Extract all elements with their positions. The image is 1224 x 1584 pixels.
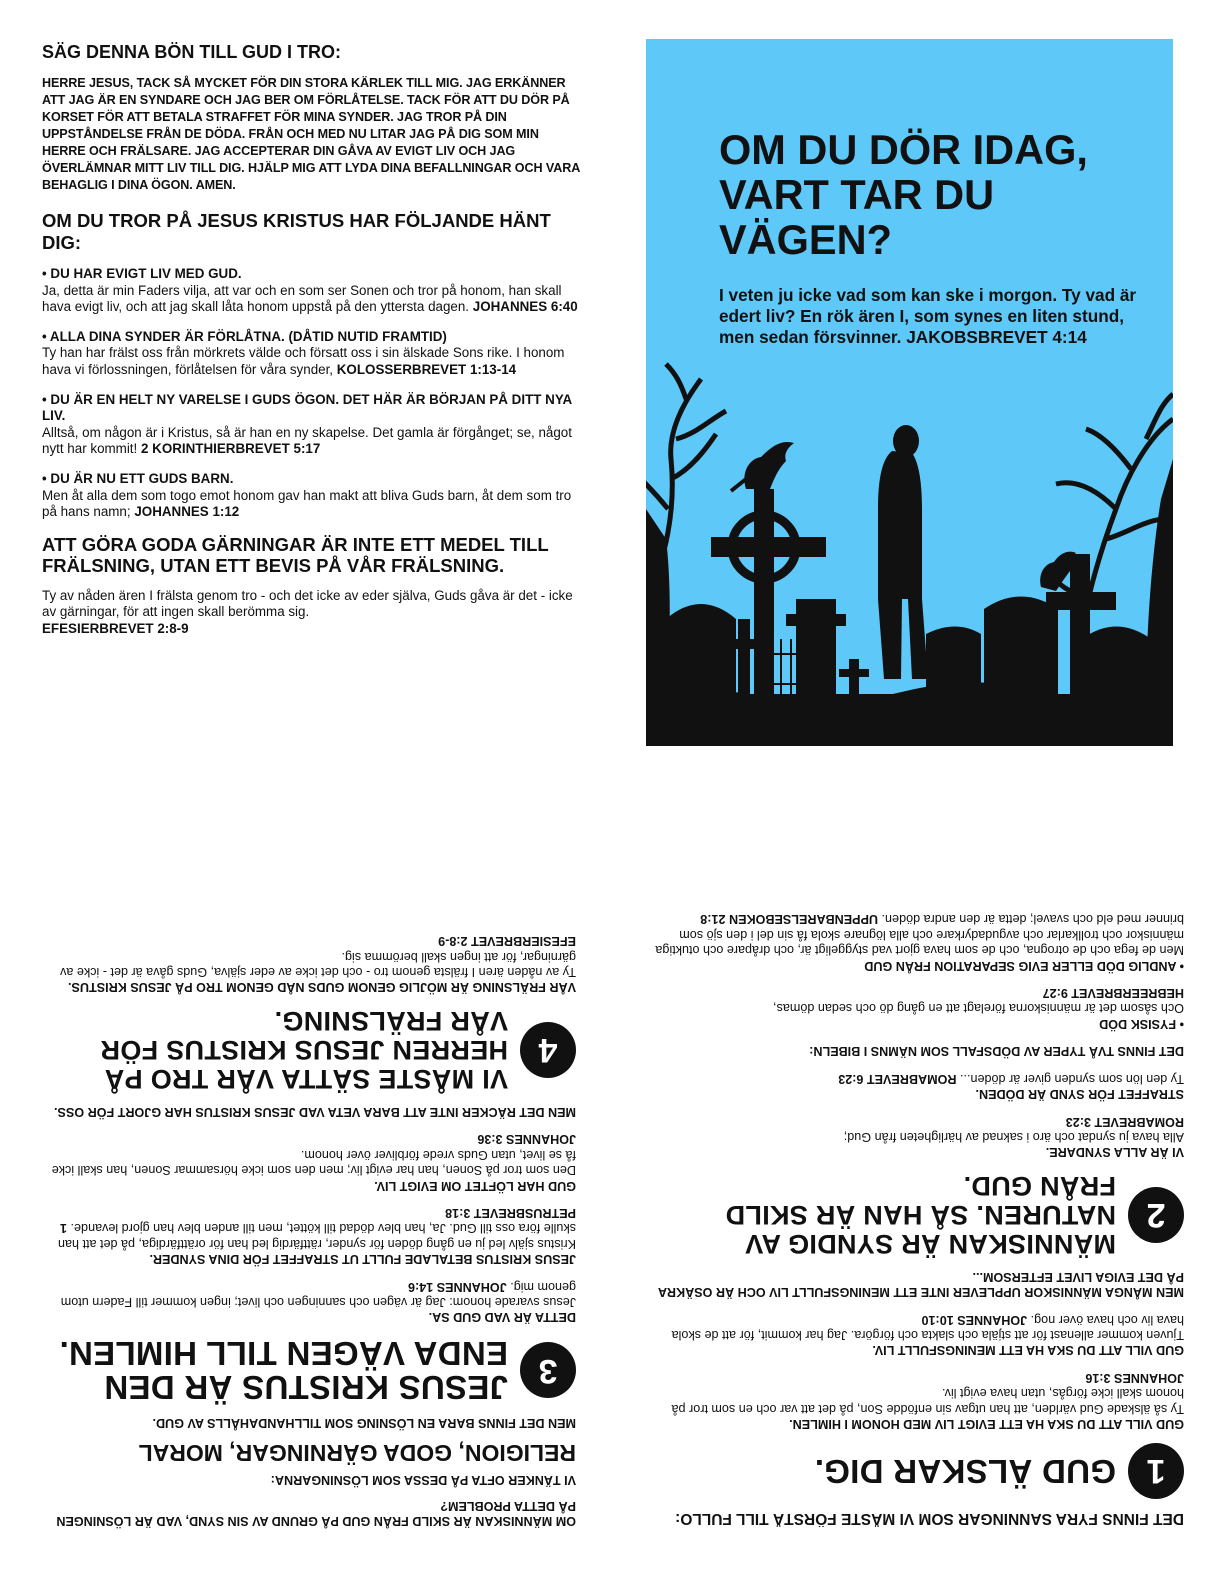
cover-title: OM DU DÖR IDAG, VART TAR DU VÄGEN? <box>719 126 1088 263</box>
body-text: Tjuven kommer allenast för att stjäla och slakta och förgöra. Jag har kommit, för att de skola hava liv och hava över nog. JOHANNES 10:10 <box>671 1312 1184 1342</box>
item-text: Ty han har frälst oss från mörkrets välde och försatt oss i sin älskade Sons rike. I honom hava vi förlossningen, förlåtelsen för våra synder, <box>42 345 565 377</box>
text-block <box>648 1369 1184 1431</box>
subheading: GUD VILL ATT DU SKA HA ETT EVIGT LIV MED HONOM I HIMLEN. <box>789 1417 1184 1431</box>
point-title: VI MÅSTE SÄTTA VÅR TRO PÅ HERREN JESUS KRISTUS FÖR VÅR FRÄLSNING. <box>100 1006 508 1095</box>
number-badge: 3 <box>520 1342 576 1398</box>
prayer-text: HERRE JESUS, TACK SÅ MYCKET FÖR DIN STORA KÄRLEK TILL MIG. JAG ERKÄNNER ATT JAG ÄR EN SYNDARE OCH JAG BER OM FÖRLÅTELSE. TACK FÖR ATT DU DÖR PÅ KORSET FÖR ATT BETALA STRAFFET FÖR MINA SYNDER. JAG TROR PÅ DIN UPPSTÅNDELSE FRÅN DE DÖDA. FRÅN OCH MED NU LITAR JAG PÅ DIG SOM MIN HERRE OCH FRÄLSARE. JAG ACCEPTERAR DIN GÅVA AV EVIGT LIV OCH JAG ÖVERLÄMNAR MITT LIV TILL DIG. HJÄLP MIG ATT LYDA DINA BEFALLNINGAR OCH VARA BEHAGLIG I DINA ÖGON. AMEN. <box>42 76 580 192</box>
number-badge: 4 <box>520 1022 576 1078</box>
subheading: DETTA ÄR VAD GUD SA. <box>428 1310 576 1325</box>
item-ref: JOHANNES 1:12 <box>134 504 240 520</box>
cover-panel <box>646 39 1173 746</box>
item-heading: • DU ÄR EN HELT NY VARELSE I GUDS ÖGON. DET HÄR ÄR BÖRJAN PÅ DITT NYA LIV. <box>42 391 572 424</box>
body-text: Jesus svarade honom: Jag är vägen och sanningen och livet; ingen kommer till Fadern utom genom mig. JOHANNES 14:6 <box>60 1279 576 1309</box>
point-2 <box>648 1171 1184 1258</box>
closing-ref: EFESIERBREVET 2:8-9 <box>42 620 189 636</box>
number-badge: 1 <box>1128 1443 1184 1499</box>
subheading: VÅR FRÄLSNING ÄR MÖJLIG GENOM GUDS NÅD GENOM TRO PÅ JESUS KRISTUS. <box>68 980 576 995</box>
body-text: Kristus själv led ju en gång döden för synder, rättfärdig led han för orättfärdiga, på det att han skulle föra oss till Gud. Ja, han blev dödad till köttet, men till anden blev han gjord levande. 1 PETRUSBREVET 3:18 <box>57 1205 576 1251</box>
list-item <box>42 329 582 379</box>
body-text: Ty den lön som synden giver är döden... ROMABREVET 6:23 <box>838 1071 1184 1086</box>
text-block <box>40 1205 576 1267</box>
item-text: Men åt alla dem som togo emot honom gav han makt att bliva Guds barn, åt dem som tro på hans namn; <box>42 487 572 520</box>
cover-verse-text: I veten ju icke vad som kan ske i morgon. Ty vad är edert liv? En rök ären I, som synes en liten stund, men sedan försvinner. <box>719 285 1137 347</box>
cover-verse <box>719 285 1139 348</box>
truths-panel-3-4 <box>40 838 576 1528</box>
subheading: • ANDLIG DÖD ELLER EVIG SEPARATION FRÅN GUD <box>864 958 1184 973</box>
prayer-panel <box>42 42 582 638</box>
text-block <box>648 911 1184 973</box>
item-text: Alltså, om någon är i Kristus, så är han en ny skapelse. Det gamla är förgånget; se, något nytt har kommit! <box>42 424 572 457</box>
point-title: JESUS KRISTUS ÄR DEN ENDA VÄGEN TILL HIMLEN. <box>59 1335 508 1407</box>
subheading: • FYSISK DÖD <box>1099 1016 1184 1031</box>
body-text: Och såsom det är människorna förelagt att en gång dö och sedan dömas, HEBREERBREVET 9:27 <box>773 986 1184 1016</box>
rgm-heading: RELIGION, GODA GÄRNINGAR, MORAL <box>138 1439 576 1466</box>
believe-heading: OM DU TROR PÅ JESUS KRISTUS HAR FÖLJANDE HÄNT DIG: <box>42 210 551 253</box>
text-block <box>40 1131 576 1193</box>
item-ref: 2 KORINTHIERBREVET 5:17 <box>140 441 321 457</box>
item-text: Ja, detta är min Faders vilja, att var och en som ser Sonen och tror på honom, han skall hava evigt liv, och att jag skall låta honom uppstå på den yttersta dagen. <box>42 282 562 315</box>
cover-verse-ref: JAKOBSBREVET 4:14 <box>906 327 1087 347</box>
list-item <box>42 471 582 521</box>
point-title: GUD ÄLSKAR DIG. <box>814 1453 1116 1490</box>
item-heading: • DU HAR EVIGT LIV MED GUD. <box>42 266 242 281</box>
item-heading: • DU ÄR NU ETT GUDS BARN. <box>42 470 234 486</box>
subheading: GUD HAR LÖFTET OM EVIGT LIV. <box>374 1178 576 1193</box>
intro-text: DET FINNS FYRA SANNINGAR SOM VI MÅSTE FÖRSTÅ TILL FULLO: <box>675 1510 1184 1527</box>
closing-text: Ty av nåden ären I frälsta genom tro - och det icke av eder själva, Guds gåva är det - icke av gärningar, för att ingen skall berömma sig. <box>42 587 573 620</box>
text-block <box>648 1311 1184 1357</box>
body-text: Men de fega och de otrogna, och de som hava gjort vad styggeligt är, och dråpare och otuktiga människor och trollkarlar och avgudadyrkare och alla lögnare skola få sin del i den sjö som brinner med eld och svavel; detta är den andra döden. UPPENBARELSEBOKEN 21:8 <box>655 912 1184 958</box>
only-solution-text: MEN DET FINNS BARA EN LÖSNING SOM TILLHANDAHÅLLS AV GUD. <box>152 1415 576 1430</box>
note-text: MEN DET RÄCKER INTE ATT BARA VETA VAD JESUS KRISTUS HAR GJORT FÖR OSS. <box>54 1104 576 1119</box>
point-3 <box>40 1335 576 1407</box>
body-text: Ty så älskade Gud världen, att han utgav sin enfödde Son, på det att var och en som tror på honom skall icke förgås, utan hava evigt liv. JOHANNES 3:16 <box>671 1370 1184 1416</box>
point-1 <box>648 1443 1184 1499</box>
subheading: JESUS KRISTUS BETALADE FULLT UT STRAFFET FÖR DINA SYNDER. <box>149 1252 576 1267</box>
item-ref: KOLOSSERBREVET 1:13-14 <box>336 361 517 377</box>
works-heading: ATT GÖRA GODA GÄRNINGAR ÄR INTE ETT MEDEL TILL FRÄLSNING, UTAN ETT BEVIS PÅ VÅR FRÄLSNING. <box>42 533 549 576</box>
body-text: Den som tror på Sonen, han har evigt liv; men den som icke hörsammar Sonen, han skall icke få se livet, utan Guds vrede förbliver över honom. JOHANNES 3:36 <box>51 1132 576 1178</box>
body-text: Ty av nåden ären I frälsta genom tro - och det icke av eder själva, Guds gåva är det - icke av gärningar, för att ingen skall berömma sig. EFESIERBREVET 2:8-9 <box>60 934 576 980</box>
item-heading: • ALLA DINA SYNDER ÄR FÖRLÅTNA. (DÅTID NUTID FRAMTID) <box>42 328 447 344</box>
text-block <box>648 1113 1184 1159</box>
text-block <box>648 1070 1184 1101</box>
subheading: GUD VILL ATT DU SKA HA ETT MENINGSFULLT LIV. <box>872 1343 1184 1358</box>
subheading: STRAFFET FÖR SYND ÄR DÖDEN. <box>975 1087 1184 1102</box>
number-badge: 2 <box>1128 1187 1184 1243</box>
list-item <box>42 392 582 458</box>
text-block <box>40 933 576 995</box>
list-item <box>42 266 582 316</box>
point-title: MÄNNISKAN ÄR SYNDIG AV NATUREN. SÅ HAN ÄR SKILD FRÅN GUD. <box>725 1171 1116 1260</box>
prayer-heading: SÄG DENNA BÖN TILL GUD I TRO: <box>42 42 341 62</box>
subheading: DET FINNS TVÅ TYPER AV DÖDSFALL SOM NÄMNS I BIBELN: <box>809 1044 1184 1059</box>
text-block <box>648 985 1184 1031</box>
text-block <box>648 1043 1184 1058</box>
note-text: MEN MÅNGA MÄNNISKOR UPPLEVER INTE ETT MENINGSFULLT LIV OCH ÄR OSÄKRA PÅ DET EVIGA LIVET EFTERSOM... <box>658 1269 1184 1300</box>
think-text: VI TÄNKER OFTA PÅ DESSA SOM LÖSNINGARNA: <box>270 1473 576 1488</box>
item-ref: JOHANNES 6:40 <box>472 299 578 315</box>
text-block <box>40 1278 576 1324</box>
point-4 <box>40 1007 576 1094</box>
question-text: OM MÄNNISKAN ÄR SKILD FRÅN GUD PÅ GRUND AV SIN SYND, VAD ÄR LÖSNINGEN PÅ DETTA PROBLEM? <box>56 1498 576 1528</box>
truths-panel-1-2 <box>648 822 1184 1528</box>
body-text: Alla hava ju syndat och äro i saknad av härligheten från Gud; ROMABREVET 3:23 <box>843 1114 1184 1144</box>
subheading: VI ÄR ALLA SYNDARE. <box>1045 1145 1184 1160</box>
